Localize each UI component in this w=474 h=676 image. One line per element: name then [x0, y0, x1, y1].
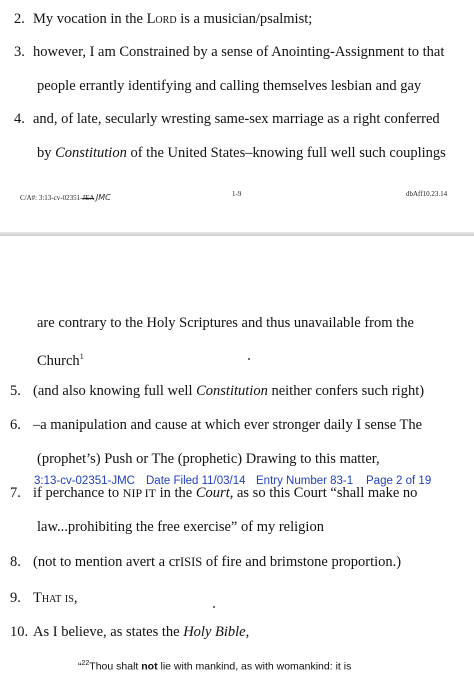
item-text: That is,	[33, 590, 78, 606]
item-number: 3.	[14, 44, 25, 60]
item-text-line: (prophet’s) Push or The (prophetic) Drawing to this matter,	[37, 451, 380, 467]
item-text: As I believe, as states the Holy Bible,	[33, 624, 250, 640]
continuation-line: Church$^1$	[37, 352, 84, 369]
item-number: 9.	[10, 590, 21, 606]
item-number: 4.	[14, 111, 25, 127]
scripture-quote: “$^{22}$Thou shalt not lie with mankind, as with womankind: it is	[78, 660, 352, 673]
speck	[248, 358, 250, 360]
item-number: 10.	[10, 624, 29, 640]
item-text-line: law...prohibiting the free exercise” of my religion	[37, 519, 324, 535]
case-reference: C/A#: 3:13-cv-02351-JEA JMC	[20, 193, 111, 202]
item-text: My vocation in the Lord is a musician/psalmist;	[33, 11, 313, 27]
item-text: (and also knowing full well Constitution neither confers such right)	[33, 383, 425, 399]
item-text-line: however, I am Constrained by a sense of Anointing-Assignment to that	[33, 44, 445, 60]
item-number: 5.	[10, 383, 21, 399]
item-text-line: and, of late, secularly wresting same-sex marriage as a right conferred	[33, 111, 440, 127]
item-text-line: if perchance to NIP IT in the Court, as so this Court “shall make no	[33, 485, 418, 501]
ecf-entry-number: Entry Number 83-1	[256, 475, 354, 487]
item-number: 6.	[10, 417, 21, 433]
item-number: 7.	[10, 485, 21, 501]
ecf-page-number: Page 2 of 19	[366, 475, 432, 487]
item-text-line: people errantly identifying and calling themselves lesbian and gay	[37, 78, 422, 94]
continuation-line: are contrary to the Holy Scriptures and thus unavailable from the	[37, 315, 414, 331]
handwritten-initials: JMC	[95, 193, 111, 202]
item-text: (not to mention avert a crISIS of fire and brimstone proportion.)	[33, 554, 402, 570]
item-text-line: –a manipulation and cause at which ever stronger daily I sense The	[33, 417, 423, 433]
item-number: 8.	[10, 554, 21, 570]
document-id: dbAff10.23.14	[406, 190, 448, 198]
footnote-marker: 1	[79, 352, 84, 361]
page-range: 1-9	[232, 190, 242, 198]
item-text-line: by Constitution of the United States–knowing full well such couplings	[37, 145, 446, 161]
ecf-date-filed: Date Filed 11/03/14	[146, 475, 246, 487]
ecf-case-number: 3:13-cv-02351-JMC	[34, 475, 135, 487]
speck	[213, 606, 215, 608]
item-number: 2.	[14, 11, 25, 27]
